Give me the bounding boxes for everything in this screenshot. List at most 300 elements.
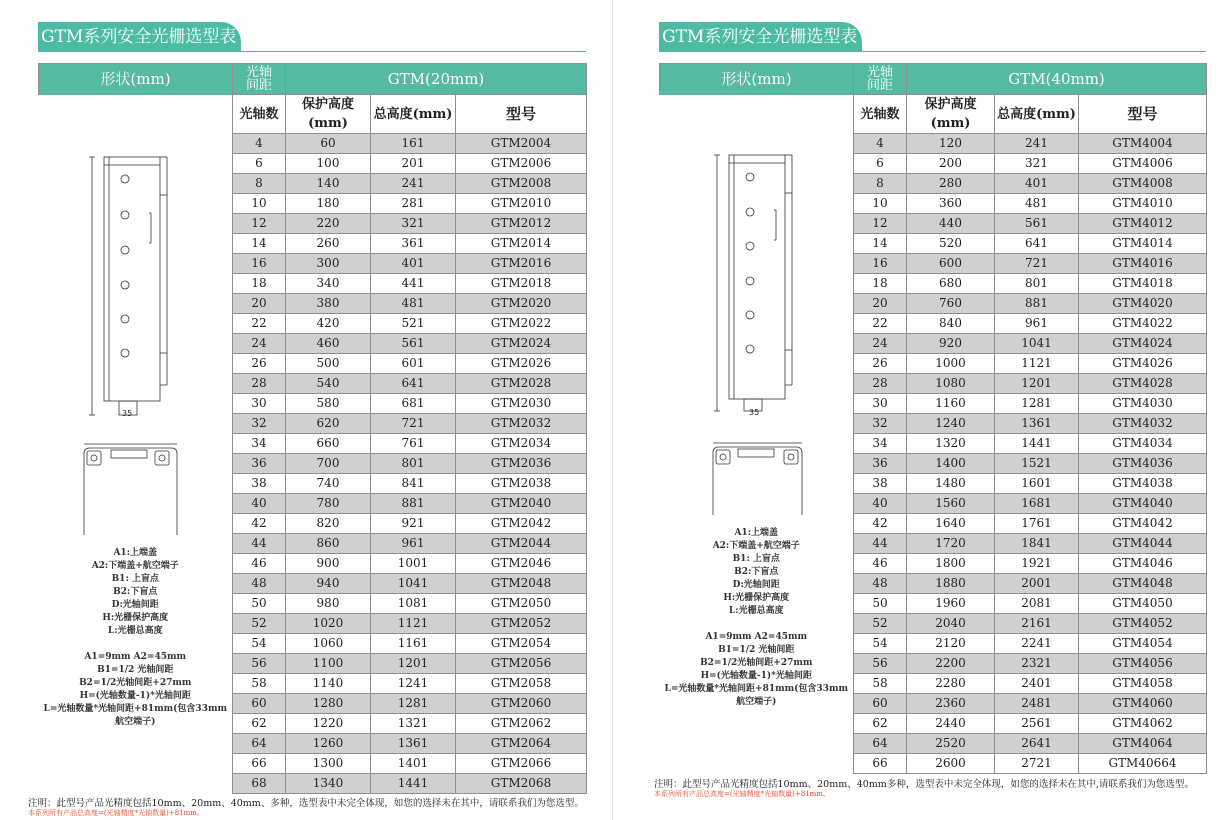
model-cell: GTM2060: [456, 694, 587, 714]
total-height-cell: 1361: [995, 414, 1079, 434]
axes-count-cell: 58: [854, 674, 907, 694]
axes-count-cell: 66: [854, 754, 907, 774]
protection-height-cell: 440: [907, 214, 995, 234]
axes-count-cell: 54: [854, 634, 907, 654]
axes-count-cell: 64: [233, 734, 286, 754]
total-height-cell: 2241: [995, 634, 1079, 654]
model-cell: GTM4020: [1079, 294, 1207, 314]
protection-height-cell: 1160: [907, 394, 995, 414]
legend-line: 航空端子): [736, 696, 777, 707]
protection-height-cell: 680: [907, 274, 995, 294]
total-height-cell: 801: [371, 454, 456, 474]
protection-height-cell: 520: [907, 234, 995, 254]
axes-count-cell: 64: [854, 734, 907, 754]
model-cell: GTM2062: [456, 714, 587, 734]
protection-height-cell: 1800: [907, 554, 995, 574]
total-height-cell: 1281: [995, 394, 1079, 414]
total-height-cell: 1361: [371, 734, 456, 754]
axes-count-cell: 24: [854, 334, 907, 354]
model-cell: GTM2044: [456, 534, 587, 554]
protection-height-cell: 2360: [907, 694, 995, 714]
protection-height-cell: 1080: [907, 374, 995, 394]
model-cell: GTM2012: [456, 214, 587, 234]
protection-height-cell: 860: [286, 534, 371, 554]
total-height-cell: 1601: [995, 474, 1079, 494]
axes-count-cell: 28: [854, 374, 907, 394]
axes-count-cell: 10: [854, 194, 907, 214]
total-height-cell: 2721: [995, 754, 1079, 774]
model-cell: GTM2020: [456, 294, 587, 314]
protection-height-cell: 1300: [286, 754, 371, 774]
legend-line: B2=1/2光轴间距+27mm: [79, 677, 192, 688]
protection-height-cell: 900: [286, 554, 371, 574]
protection-height-cell: 600: [907, 254, 995, 274]
legend-line: L:光栅总高度: [728, 605, 784, 616]
shape-drawing-cell: [660, 95, 854, 774]
total-height-cell: 2561: [995, 714, 1079, 734]
protection-height-cell: 1060: [286, 634, 371, 654]
protection-height-cell: 260: [286, 234, 371, 254]
total-height-cell: 361: [371, 234, 456, 254]
protection-height-cell: 500: [286, 354, 371, 374]
total-height-cell: 481: [371, 294, 456, 314]
model-cell: GTM2038: [456, 474, 587, 494]
left-selection-table: [38, 63, 587, 794]
protection-height-cell: 1480: [907, 474, 995, 494]
axes-count-cell: 14: [854, 234, 907, 254]
legend-line: H:光栅保护高度: [102, 612, 169, 623]
axes-count-cell: 42: [233, 514, 286, 534]
total-height-cell: 1001: [371, 554, 456, 574]
protection-height-cell: 760: [907, 294, 995, 314]
col-protection-height-header: 保护高度(mm): [286, 95, 371, 134]
total-height-cell: 761: [371, 434, 456, 454]
total-height-cell: 1161: [371, 634, 456, 654]
light-curtain-drawing: [39, 95, 233, 535]
cross-section-drawing: [84, 444, 177, 535]
legend-line: B2:下盲点: [113, 586, 158, 597]
total-height-cell: 1521: [995, 454, 1079, 474]
axes-count-cell: 12: [233, 214, 286, 234]
axes-count-cell: 8: [854, 174, 907, 194]
total-height-cell: 1041: [371, 574, 456, 594]
legend-line: A1:上端盖: [734, 527, 779, 538]
protection-height-cell: 2440: [907, 714, 995, 734]
total-height-cell: 2401: [995, 674, 1079, 694]
total-height-cell: 1441: [371, 774, 456, 794]
protection-height-cell: 820: [286, 514, 371, 534]
model-cell: GTM2052: [456, 614, 587, 634]
left-section-title: GTM系列安全光栅选型表: [38, 22, 241, 52]
model-cell: GTM2034: [456, 434, 587, 454]
axes-count-cell: 20: [854, 294, 907, 314]
axes-count-cell: 16: [233, 254, 286, 274]
protection-height-cell: 1320: [907, 434, 995, 454]
legend-line: D:光轴间距: [111, 599, 159, 610]
axes-count-cell: 56: [854, 654, 907, 674]
axes-count-cell: 10: [233, 194, 286, 214]
axes-count-cell: 24: [233, 334, 286, 354]
axes-count-cell: 44: [233, 534, 286, 554]
model-cell: GTM2066: [456, 754, 587, 774]
protection-height-cell: 1340: [286, 774, 371, 794]
model-cell: GTM2006: [456, 154, 587, 174]
model-cell: GTM4060: [1079, 694, 1207, 714]
legend-line: L=光轴数量*光轴间距+81mm(包含33mm: [664, 683, 849, 694]
model-cell: GTM4058: [1079, 674, 1207, 694]
model-cell: GTM2046: [456, 554, 587, 574]
model-cell: GTM4024: [1079, 334, 1207, 354]
axes-count-cell: 36: [854, 454, 907, 474]
legend-line: L=光轴数量*光轴间距+81mm(包含33mm: [43, 703, 228, 714]
axes-count-cell: 4: [233, 134, 286, 154]
shape-drawing-cell: [39, 95, 233, 794]
col-axes-header: 光轴数: [233, 95, 286, 134]
axes-count-cell: 40: [233, 494, 286, 514]
axes-count-cell: 34: [233, 434, 286, 454]
protection-height-cell: 420: [286, 314, 371, 334]
protection-height-cell: 1880: [907, 574, 995, 594]
model-cell: GTM2042: [456, 514, 587, 534]
total-height-cell: 2481: [995, 694, 1079, 714]
protection-height-cell: 2200: [907, 654, 995, 674]
legend-line: [39, 638, 233, 651]
axis-spacing-header: [854, 64, 907, 95]
left-legend: [39, 547, 233, 729]
left-page: [0, 0, 612, 820]
protection-height-cell: 1960: [907, 594, 995, 614]
total-height-cell: 401: [995, 174, 1079, 194]
protection-height-cell: 1220: [286, 714, 371, 734]
protection-height-cell: 1640: [907, 514, 995, 534]
axes-count-cell: 4: [854, 134, 907, 154]
total-height-cell: 161: [371, 134, 456, 154]
legend-line: L:光栅总高度: [107, 625, 163, 636]
model-cell: GTM2008: [456, 174, 587, 194]
legend-line: B2=1/2光轴间距+27mm: [700, 657, 813, 668]
protection-height-cell: 2600: [907, 754, 995, 774]
total-height-cell: 1081: [371, 594, 456, 614]
axes-count-cell: 52: [854, 614, 907, 634]
model-cell: GTM4004: [1079, 134, 1207, 154]
right-section-title: GTM系列安全光栅选型表: [659, 22, 862, 52]
protection-height-cell: 1720: [907, 534, 995, 554]
model-cell: GTM4046: [1079, 554, 1207, 574]
total-height-cell: 721: [371, 414, 456, 434]
model-cell: GTM4064: [1079, 734, 1207, 754]
protection-height-cell: 1100: [286, 654, 371, 674]
axes-count-cell: 68: [233, 774, 286, 794]
model-cell: GTM2030: [456, 394, 587, 414]
legend-line: B2:下盲点: [734, 566, 779, 577]
axes-count-cell: 58: [233, 674, 286, 694]
col-axes-header: 光轴数: [854, 95, 907, 134]
model-cell: GTM4028: [1079, 374, 1207, 394]
model-cell: GTM4030: [1079, 394, 1207, 414]
protection-height-cell: 1260: [286, 734, 371, 754]
col-model-header: 型号: [1079, 95, 1207, 134]
model-cell: GTM4032: [1079, 414, 1207, 434]
model-cell: GTM40664: [1079, 754, 1207, 774]
model-cell: GTM2022: [456, 314, 587, 334]
protection-height-cell: 1280: [286, 694, 371, 714]
total-height-cell: 1841: [995, 534, 1079, 554]
protection-height-cell: 540: [286, 374, 371, 394]
axes-count-cell: 54: [233, 634, 286, 654]
protection-height-cell: 1560: [907, 494, 995, 514]
model-cell: GTM2004: [456, 134, 587, 154]
model-cell: GTM4052: [1079, 614, 1207, 634]
total-height-cell: 2321: [995, 654, 1079, 674]
axes-count-cell: 28: [233, 374, 286, 394]
protection-height-cell: 340: [286, 274, 371, 294]
axes-count-cell: 40: [854, 494, 907, 514]
model-group-header: GTM(20mm): [286, 64, 587, 95]
total-height-cell: 2161: [995, 614, 1079, 634]
axes-count-cell: 16: [854, 254, 907, 274]
protection-height-cell: 360: [907, 194, 995, 214]
axes-count-cell: 42: [854, 514, 907, 534]
legend-line: B1: 上盲点: [111, 573, 159, 584]
total-height-cell: 601: [371, 354, 456, 374]
col-protection-height-header: 保护高度(mm): [907, 95, 995, 134]
left-title-rule: [38, 51, 586, 52]
model-cell: GTM2018: [456, 274, 587, 294]
total-height-cell: 641: [995, 234, 1079, 254]
protection-height-cell: 940: [286, 574, 371, 594]
total-height-cell: 1121: [995, 354, 1079, 374]
total-height-cell: 2001: [995, 574, 1079, 594]
total-height-cell: 1041: [995, 334, 1079, 354]
axes-count-cell: 26: [233, 354, 286, 374]
total-height-cell: 1761: [995, 514, 1079, 534]
protection-height-cell: 660: [286, 434, 371, 454]
protection-height-cell: 2520: [907, 734, 995, 754]
protection-height-cell: 280: [907, 174, 995, 194]
model-cell: GTM2048: [456, 574, 587, 594]
model-cell: GTM4056: [1079, 654, 1207, 674]
left-dim-35: 35: [122, 409, 133, 418]
protection-height-cell: 60: [286, 134, 371, 154]
model-cell: GTM4014: [1079, 234, 1207, 254]
axes-count-cell: 20: [233, 294, 286, 314]
model-cell: GTM2040: [456, 494, 587, 514]
model-cell: GTM2014: [456, 234, 587, 254]
total-height-cell: 881: [371, 494, 456, 514]
protection-height-cell: 1240: [907, 414, 995, 434]
model-cell: GTM4008: [1079, 174, 1207, 194]
total-height-cell: 961: [371, 534, 456, 554]
model-cell: GTM4038: [1079, 474, 1207, 494]
axis-spacing-header: [233, 64, 286, 95]
total-height-cell: 441: [371, 274, 456, 294]
total-height-cell: 1401: [371, 754, 456, 774]
axes-count-cell: 60: [854, 694, 907, 714]
protection-height-cell: 120: [907, 134, 995, 154]
protection-height-cell: 780: [286, 494, 371, 514]
total-height-cell: 201: [371, 154, 456, 174]
axes-count-cell: 52: [233, 614, 286, 634]
axes-count-cell: 18: [233, 274, 286, 294]
axes-count-cell: 6: [854, 154, 907, 174]
total-height-cell: 881: [995, 294, 1079, 314]
protection-height-cell: 380: [286, 294, 371, 314]
model-cell: GTM4016: [1079, 254, 1207, 274]
total-height-cell: 1241: [371, 674, 456, 694]
protection-height-cell: 620: [286, 414, 371, 434]
model-cell: GTM4010: [1079, 194, 1207, 214]
col-total-height-header: 总高度(mm): [995, 95, 1079, 134]
protection-height-cell: 180: [286, 194, 371, 214]
model-cell: GTM4018: [1079, 274, 1207, 294]
right-title-rule: [659, 51, 1206, 52]
protection-height-cell: 300: [286, 254, 371, 274]
axes-count-cell: 34: [854, 434, 907, 454]
protection-height-cell: 2120: [907, 634, 995, 654]
total-height-cell: 841: [371, 474, 456, 494]
total-height-cell: 241: [371, 174, 456, 194]
model-cell: GTM2068: [456, 774, 587, 794]
axes-count-cell: 18: [854, 274, 907, 294]
total-height-cell: 2081: [995, 594, 1079, 614]
protection-height-cell: 1140: [286, 674, 371, 694]
legend-line: B1=1/2 光轴间距: [97, 664, 174, 675]
axes-count-cell: 26: [854, 354, 907, 374]
model-cell: GTM4006: [1079, 154, 1207, 174]
axes-count-cell: 30: [854, 394, 907, 414]
total-height-cell: 961: [995, 314, 1079, 334]
total-height-cell: 321: [995, 154, 1079, 174]
right-legend: [660, 527, 854, 709]
axes-count-cell: 44: [854, 534, 907, 554]
axis-spacing-header-text: 光轴 间距: [866, 65, 893, 93]
total-height-cell: 1201: [371, 654, 456, 674]
axes-count-cell: 32: [233, 414, 286, 434]
model-cell: GTM4040: [1079, 494, 1207, 514]
page-divider: [612, 0, 613, 820]
axes-count-cell: 50: [233, 594, 286, 614]
total-height-cell: 281: [371, 194, 456, 214]
total-height-cell: 801: [995, 274, 1079, 294]
model-cell: GTM4048: [1079, 574, 1207, 594]
model-cell: GTM4042: [1079, 514, 1207, 534]
axes-count-cell: 6: [233, 154, 286, 174]
axes-count-cell: 48: [854, 574, 907, 594]
total-height-cell: 1281: [371, 694, 456, 714]
legend-line: H=(光轴数量-1)*光轴间距: [79, 690, 191, 701]
model-cell: GTM4050: [1079, 594, 1207, 614]
axis-spacing-header-text: 光轴 间距: [245, 65, 272, 93]
right-page: [614, 0, 1226, 820]
axes-count-cell: 62: [854, 714, 907, 734]
model-cell: GTM2054: [456, 634, 587, 654]
protection-height-cell: 580: [286, 394, 371, 414]
shape-header: 形状(mm): [660, 64, 854, 95]
axes-count-cell: 30: [233, 394, 286, 414]
axes-count-cell: 46: [854, 554, 907, 574]
axes-count-cell: 14: [233, 234, 286, 254]
total-height-cell: 321: [371, 214, 456, 234]
total-height-cell: 681: [371, 394, 456, 414]
legend-line: B1: 上盲点: [732, 553, 780, 564]
total-height-cell: 1681: [995, 494, 1079, 514]
col-model-header: 型号: [456, 95, 587, 134]
model-cell: GTM2032: [456, 414, 587, 434]
axes-count-cell: 48: [233, 574, 286, 594]
legend-line: 航空端子): [115, 716, 156, 727]
axes-count-cell: 60: [233, 694, 286, 714]
protection-height-cell: 980: [286, 594, 371, 614]
model-cell: GTM4022: [1079, 314, 1207, 334]
axes-count-cell: 38: [854, 474, 907, 494]
protection-height-cell: 1400: [907, 454, 995, 474]
legend-line: H=(光轴数量-1)*光轴间距: [700, 670, 812, 681]
legend-line: H:光栅保护高度: [723, 592, 790, 603]
axes-count-cell: 32: [854, 414, 907, 434]
right-note-red: 本系列所有产品总高度=(光轴精度*光轴数量)+81mm。: [654, 790, 830, 798]
model-cell: GTM2010: [456, 194, 587, 214]
right-selection-table: [659, 63, 1207, 774]
protection-height-cell: 200: [907, 154, 995, 174]
total-height-cell: 921: [371, 514, 456, 534]
total-height-cell: 561: [371, 334, 456, 354]
axes-count-cell: 22: [233, 314, 286, 334]
protection-height-cell: 740: [286, 474, 371, 494]
protection-height-cell: 1000: [907, 354, 995, 374]
model-cell: GTM4044: [1079, 534, 1207, 554]
legend-line: D:光轴间距: [732, 579, 780, 590]
model-group-header: GTM(40mm): [907, 64, 1207, 95]
protection-height-cell: 840: [907, 314, 995, 334]
protection-height-cell: 920: [907, 334, 995, 354]
legend-line: [660, 618, 854, 631]
col-total-height-header: 总高度(mm): [371, 95, 456, 134]
model-cell: GTM2036: [456, 454, 587, 474]
model-cell: GTM4054: [1079, 634, 1207, 654]
axes-count-cell: 38: [233, 474, 286, 494]
axes-count-cell: 8: [233, 174, 286, 194]
axes-count-cell: 66: [233, 754, 286, 774]
axes-count-cell: 12: [854, 214, 907, 234]
model-cell: GTM2016: [456, 254, 587, 274]
left-note-red: 本系列所有产品总高度=(光轴精度*光轴数量)+81mm。: [28, 809, 204, 817]
total-height-cell: 1201: [995, 374, 1079, 394]
model-cell: GTM2028: [456, 374, 587, 394]
total-height-cell: 1921: [995, 554, 1079, 574]
total-height-cell: 561: [995, 214, 1079, 234]
total-height-cell: 401: [371, 254, 456, 274]
light-curtain-drawing: [660, 95, 854, 515]
legend-line: A2:下端盖+航空端子: [712, 540, 800, 551]
legend-line: A1:上端盖: [113, 547, 158, 558]
axes-count-cell: 56: [233, 654, 286, 674]
model-cell: GTM4034: [1079, 434, 1207, 454]
protection-height-cell: 140: [286, 174, 371, 194]
total-height-cell: 481: [995, 194, 1079, 214]
axes-count-cell: 22: [854, 314, 907, 334]
legend-line: B1=1/2 光轴间距: [718, 644, 795, 655]
right-dim-35: 35: [749, 408, 760, 417]
protection-height-cell: 100: [286, 154, 371, 174]
right-note: 注明：此型号产品光精度包括10mm、20mm、40mm多种，选型表中未完全体现，如您的选择未在其中,请联系我们为您选型。: [654, 779, 1194, 790]
model-cell: GTM2064: [456, 734, 587, 754]
legend-line: A1=9mm A2=45mm: [84, 651, 187, 662]
model-cell: GTM4036: [1079, 454, 1207, 474]
axes-count-cell: 46: [233, 554, 286, 574]
protection-height-cell: 220: [286, 214, 371, 234]
total-height-cell: 2641: [995, 734, 1079, 754]
model-cell: GTM2024: [456, 334, 587, 354]
